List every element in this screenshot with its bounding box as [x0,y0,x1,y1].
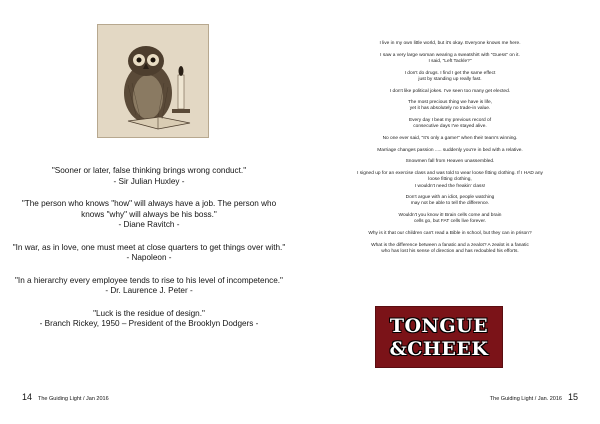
logo-line-1: TONGUE [389,315,489,337]
one-liner-text: Wouldn't you know it! Brain cells come and brain [398,213,502,219]
quote-author: - Sir Julian Huxley - [113,176,185,186]
left-page-footer: 14 The Guiding Light / Jan 2016 [22,392,109,402]
one-liner-text: loose fitting clothing, [428,177,472,183]
one-liner [338,118,562,130]
publication-name: The Guiding Light [489,396,534,402]
words-of-wisdom-image [97,24,209,138]
one-liner [338,231,562,237]
logo-line-2: &CHEEK [389,338,489,360]
quote [10,276,288,297]
quotes-list [10,166,288,342]
quote-text: "Luck is the residue of design." [93,308,205,318]
one-liner [338,148,562,154]
one-liner [338,213,562,225]
one-liner-text: cells go, but FAT cells live forever. [413,219,487,225]
one-liner-text: just by standing up really fast. [418,76,482,82]
one-liner-text: who has lost his sense of direction and has redoubled his efforts. [381,248,519,254]
one-liner [338,195,562,207]
right-page-footer: The Guiding Light / Jan. 2016 15 [489,392,578,402]
one-liner-text: yet it has absolutely no trade-in value. [409,106,491,112]
one-liner-text: I signed up for an exercise class and was told to wear loose fitting clothing. If I HAD any [357,171,543,177]
quote-text: "The person who knows "how" will always have a job. The person who knows "why" will always be his boss." [21,199,277,219]
one-liner-text: Marriage changes passion ..... suddenly you're in bed with a relative. [377,147,523,153]
one-liner [338,71,562,83]
one-liner-text: I saw a very large woman wearing a sweatshirt with "Guess" on it. [380,52,520,58]
one-liner-text: I live in my own little world, but it's okay. Everyone knows me here. [379,41,521,46]
one-liner [338,53,562,65]
one-liner [338,243,562,255]
quote-author: - Diane Ravitch - [118,220,180,229]
quote-author: - Dr. Laurence J. Peter - [105,286,193,295]
publication-name: The Guiding Light [38,396,82,402]
owl-illustration [98,25,208,137]
one-liner-text: may not be able to tell the difference. [410,201,490,207]
quote [10,199,288,231]
one-liner [338,41,562,47]
quote-text: "Sooner or later, false thinking brings wrong conduct." [51,166,247,175]
issue-date: Jan 2016 [86,396,109,402]
quote [10,166,288,187]
one-liner-text: I don't like political jokes. I've seen too many get elected. [389,88,511,94]
quote [10,309,288,330]
one-liner-text: I wouldn't need the freakin' class! [414,183,486,189]
one-liner-text: consecutive days I've stayed alive. [413,124,487,130]
quote-author: - Branch Rickey, 1950 – President of the Brooklyn Dodgers - [39,319,259,328]
one-liner-text: No one ever said, "It's only a game!" when their team's winning. [382,136,518,142]
one-liner-text: The most precious thing we have is life, [408,100,492,106]
one-liner-text: Why is it that our children can't read a Bible in school, but they can in prison? [368,231,532,237]
one-liner [338,89,562,95]
issue-date: Jan. 2016 [537,396,562,402]
page-number: 15 [567,392,578,402]
one-liner-text: What is the difference between a fanatic and a zealot? A zealot is a fanatic [371,242,529,248]
one-liner-text: Every day I beat my previous record of [408,118,492,124]
one-liner [338,171,562,190]
quote-text: "In a hierarchy every employee tends to rise to his level of incompetence." [15,275,283,285]
quote-text: "In war, as in love, one must meet at close quarters to get things over with." [12,242,286,252]
one-liners-list [338,41,562,261]
one-liner [338,159,562,165]
tongue-and-cheek-logo [375,306,503,368]
one-liner-text: Don't argue with an idiot, people watching [405,195,495,201]
one-liner-text: I said, "Left Tackle?" [428,58,472,64]
one-liner-text: Snowmen fall from Heaven unassembled. [405,159,495,165]
one-liner-text: I don't do drugs. I find I get the same effect [404,70,496,76]
one-liner [338,100,562,112]
quote-author: - Napoleon - [126,253,172,262]
one-liner [338,136,562,142]
quote [10,243,288,264]
page-number: 14 [22,392,33,402]
